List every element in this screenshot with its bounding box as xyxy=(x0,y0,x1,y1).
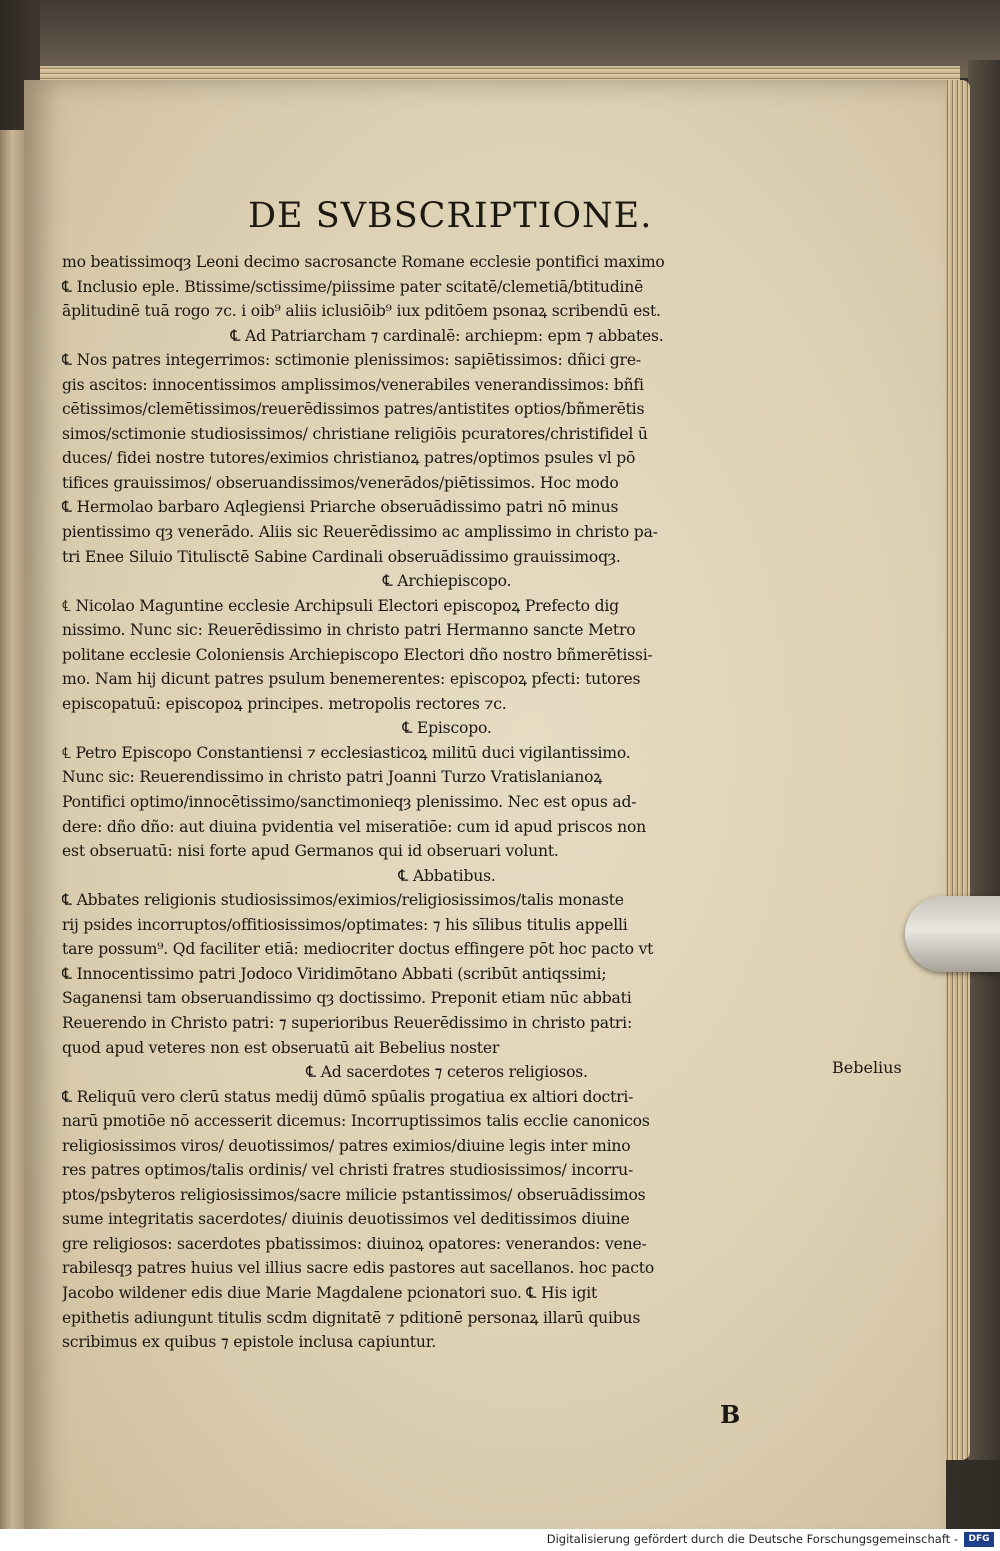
page-title: DE SVBSCRIPTIONE. xyxy=(248,196,653,236)
text-line: ptos/psbyteros religiosissimos/sacre milicie pstantissimos/ obseruādissimos xyxy=(62,1185,646,1204)
text-line: āplitudinē tuā rogo ⁊c. i oib⁹ aliis iclusiōib⁹ iux pditōem psonaꝝ scribendū est. xyxy=(62,302,661,321)
text-line: quod apud veteres non est obseruatū ait Bebelius noster xyxy=(62,1038,500,1057)
footer-bar xyxy=(0,1529,1000,1551)
text-line: ℄ Abbates religionis studiosissimos/eximios/religiosissimos/talis monaste xyxy=(62,891,624,910)
text-line: ℄ Innocentissimo patri Jodoco Viridimōtano Abbati (scribūt antiqssimi; xyxy=(62,964,607,983)
page-clip xyxy=(905,896,1000,972)
text-line: gre religiosos: sacerdotes pbatissimos: diuinoꝝ opatores: venerandos: vene- xyxy=(62,1234,647,1253)
text-line: cētissimos/clemētissimos/reuerēdissimos patres/antistites optios/bñmerētis xyxy=(62,400,645,419)
text-line: sume integritatis sacerdotes/ diuinis deuotissimos vel deditissimos diuine xyxy=(62,1210,630,1229)
section-heading: ℄ Episcopo. xyxy=(402,719,492,738)
footer-credit: Digitalisierung gefördert durch die Deutsche Forschungsgemeinschaft - xyxy=(546,1532,958,1546)
dfg-logo: DFG xyxy=(964,1532,994,1547)
text-line: dere: dño dño: aut diuina pvidentia vel miseratiōe: cum id apud priscos non xyxy=(62,817,647,836)
text-line: nissimo. Nunc sic: Reuerēdissimo in christo patri Hermanno sancte Metro xyxy=(62,621,636,640)
text-line: mo beatissimoqȝ Leoni decimo sacrosancte Romane ecclesie pontifici maximo xyxy=(62,253,665,271)
text-line: rij psides incorruptos/offitiosissimos/optimates: ⁊ his sīlibus titulis appelli xyxy=(62,915,628,934)
text-line: mo. Nam hij dicunt patres psulum benemerentes: episcopoꝝ pfecti: tutores xyxy=(62,670,641,689)
text-line: ℄ Hermolao barbaro Aqlegiensi Priarche obseruādissimo patri nō minus xyxy=(62,498,619,517)
section-heading: ℄ Ad sacerdotes ⁊ ceteros religiosos. xyxy=(306,1063,588,1082)
text-line: res patres optimos/talis ordinis/ vel christi fratres studiosissimos/ incorru- xyxy=(62,1161,634,1180)
text-line: politane ecclesie Coloniensis Archiepiscopo Electori dño nostro bñmerētissi- xyxy=(62,645,653,664)
text-line: Pontifici optimo/innocētissimo/sanctimonieqȝ plenissimo. Nec est opus ad- xyxy=(62,793,637,812)
text-line: ℄ Petro Episcopo Constantiensi ⁊ ecclesiasticoꝝ militū duci vigilantissimo. xyxy=(62,743,631,762)
text-block xyxy=(62,250,832,1355)
text-line: narū pmotiōe nō accesserit dicemus: Incorruptissimos talis ecclie canonicos xyxy=(62,1112,650,1131)
text-line: est obseruatū: nisi forte apud Germanos qui id obseruari volunt. xyxy=(62,842,559,861)
text-line: ℄ Inclusio eple. Btissime/sctissime/piissime pater scitatē/clemetiā/btitudinē xyxy=(62,277,644,296)
text-line: scribimus ex quibus ⁊ epistole inclusa capiuntur. xyxy=(62,1333,436,1352)
text-line: epithetis adiungunt titulis scdm dignitatē ⁊ pditionē personaꝝ illarū quibus xyxy=(62,1308,641,1327)
text-line: rabilesqȝ patres huius vel illius sacre edis pastores aut sacellanos. hoc pacto xyxy=(62,1259,655,1278)
section-heading: ℄ Abbatibus. xyxy=(398,866,496,885)
text-line: Nunc sic: Reuerendissimo in christo patri Joanni Turzo Vratislanianoꝝ xyxy=(62,768,603,787)
text-line: ℄ Nos patres integerrimos: sctimonie plenissimos: sapiētissimos: dñici gre- xyxy=(62,351,641,370)
text-line: Reuerendo in Christo patri: ⁊ superioribus Reuerēdissimo in christo patri: xyxy=(62,1013,633,1032)
text-line: tare possum⁹. Qd faciliter etiā: mediocriter doctus effingere pōt hoc pacto vt xyxy=(62,940,654,959)
text-line: tri Enee Siluio Titulisctē Sabine Cardinali obseruādissimo grauissimoqȝ. xyxy=(62,547,621,566)
text-line: duces/ fidei nostre tutores/eximios christianoꝝ patres/optimos psules vl pō xyxy=(62,449,636,468)
section-heading: ℄ Archiepiscopo. xyxy=(382,572,512,591)
text-line: simos/sctimonie studiosissimos/ christiane religiōis pcuratores/christifidel ū xyxy=(62,424,648,443)
text-line: tifices grauissimos/ obseruandissimos/venerādos/piētissimos. Hoc modo xyxy=(62,473,619,492)
text-line: ℄ Nicolao Maguntine ecclesie Archipsuli Electori episcopoꝝ Prefecto dig xyxy=(62,596,619,615)
book-cover-right xyxy=(968,60,1000,1460)
section-heading: ℄ Ad Patriarcham ⁊ cardinalē: archiepm: epm ⁊ abbates. xyxy=(230,326,664,345)
margin-note: Bebelius xyxy=(832,1058,902,1077)
text-line: episcopatuū: episcopoꝝ principes. metropolis rectores ⁊c. xyxy=(62,694,507,713)
signature-mark: B xyxy=(720,1400,741,1429)
text-line: ℄ Reliquū vero clerū status medij dūmō spūalis progatiua ex altiori doctri- xyxy=(62,1087,634,1106)
text-line: pientissimo qȝ venerādo. Aliis sic Reuerēdissimo ac amplissimo in christo pa- xyxy=(62,523,658,542)
text-line: Saganensi tam obseruandissimo qȝ doctissimo. Preponit etiam nūc abbati xyxy=(62,989,632,1008)
text-line: religiosissimos viros/ deuotissimos/ patres eximios/diuine legis inter mino xyxy=(62,1136,631,1155)
text-line: gis ascitos: innocentissimos amplissimos/venerabiles venerandissimos: bñfi xyxy=(62,375,644,394)
text-line: Jacobo wildener edis diue Marie Magdalene pcionatori suo. ℄ His igit xyxy=(62,1283,598,1302)
